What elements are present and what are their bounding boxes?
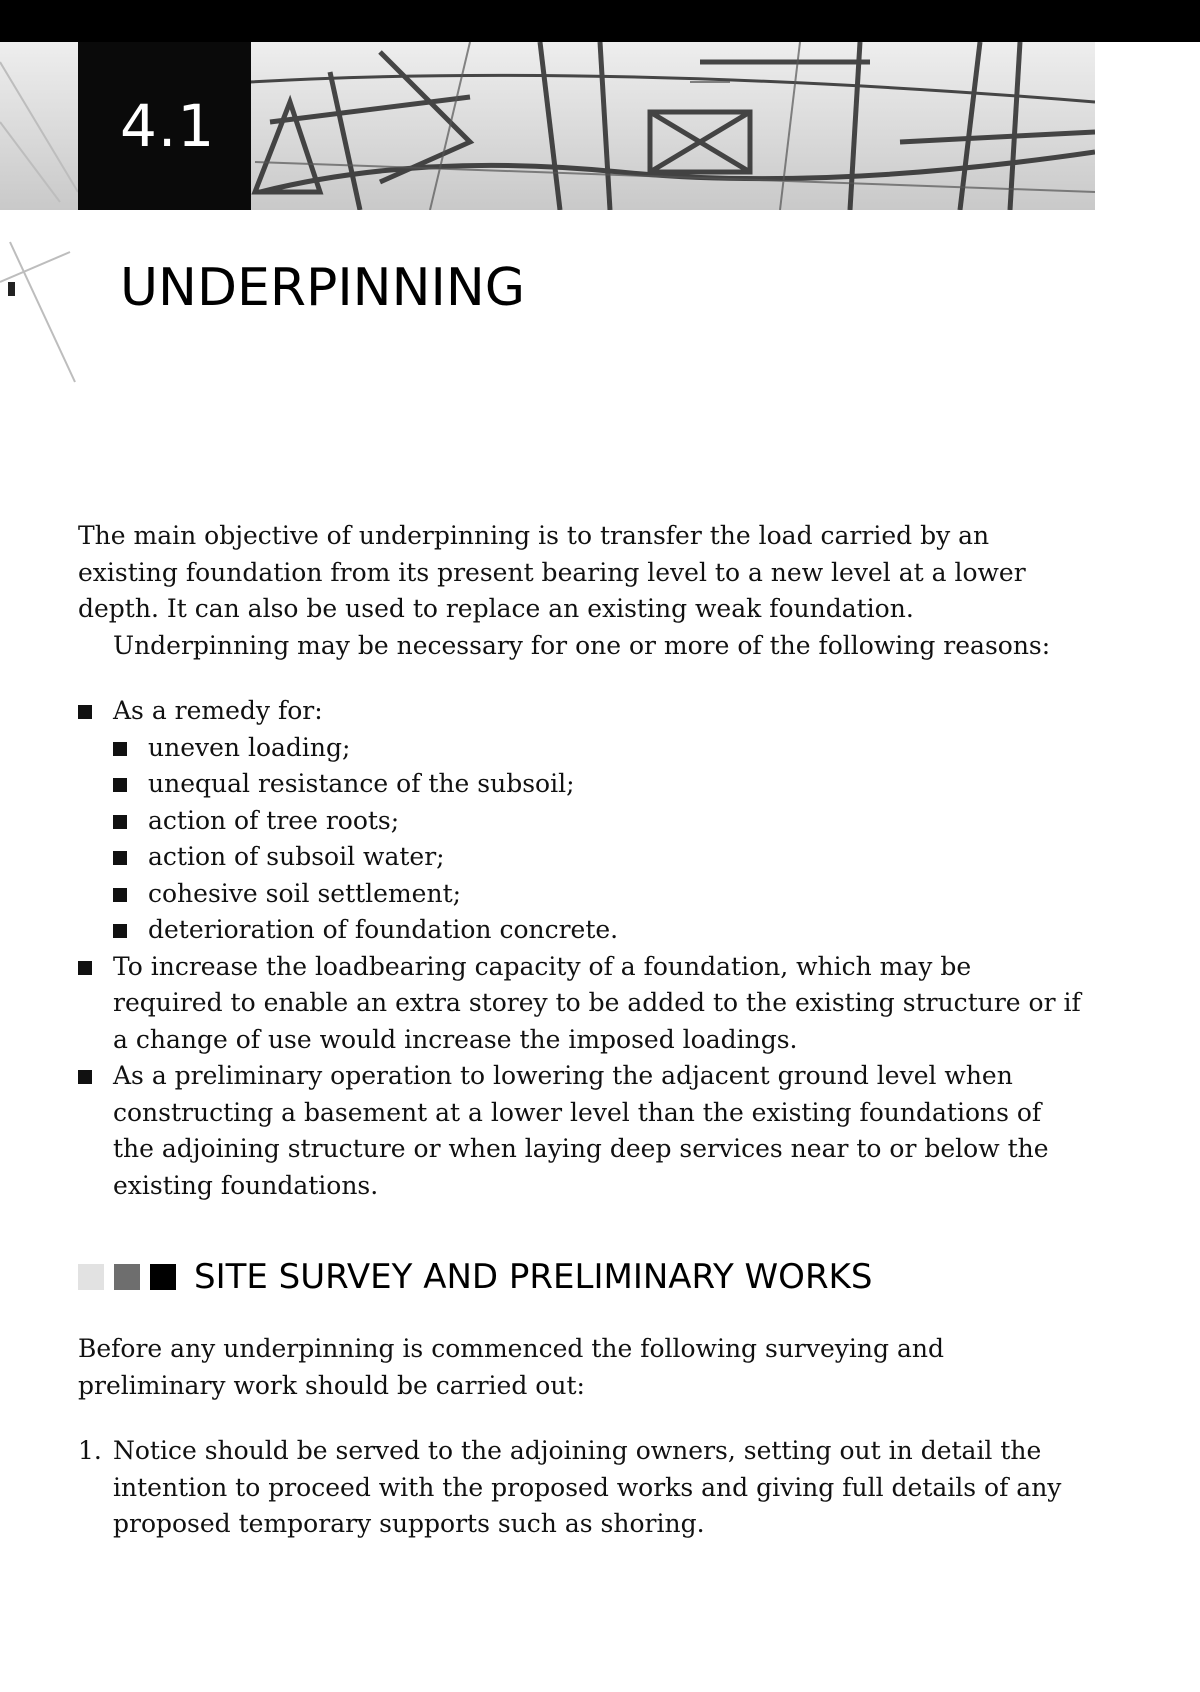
list-item [78,693,1088,949]
list-item [78,949,1088,1059]
bullet-square-icon [113,924,127,938]
sub-reasons-list [113,730,1088,949]
intro-lead-in: Underpinning may be necessary for one or more of the following reasons: [113,630,1051,660]
chapter-number: 4.1 [120,92,216,160]
list-item-text: action of subsoil water; [148,842,445,871]
chapter-number-box [78,42,251,210]
list-item [78,1433,1088,1543]
list-item [113,876,1088,913]
step-text: Notice should be served to the adjoining owners, setting out in detail the intention to proceed with the proposed works and giving full details of any proposed temporary supports such as shoring. [113,1436,1062,1538]
list-item [113,803,1088,840]
bullet-square-icon [78,705,92,719]
section-heading-text: SITE SURVEY AND PRELIMINARY WORKS [194,1257,873,1297]
grey-square-icon [114,1264,140,1290]
list-item-text: uneven loading; [148,732,351,762]
bullet-square-icon [113,815,127,829]
list-item [113,912,1088,949]
black-square-icon [150,1264,176,1290]
list-item [78,1058,1088,1204]
reasons-list [78,693,1088,1204]
list-item-text: As a preliminary operation to lowering the adjacent ground level when constructing a basement at a lower level than the existing foundations of the adjoining structure or when laying deep services near to or below the existing foundations. [113,1061,1049,1200]
list-item-text: To increase the loadbearing capacity of a foundation, which may be required to enable an extra storey to be added to the existing structure or if a change of use would increase the imposed loadings. [113,951,1081,1054]
list-item-text: As a remedy for: [113,696,323,725]
page-title: UNDERPINNING [120,258,526,318]
list-item [113,839,1088,876]
bullet-square-icon [113,742,127,756]
list-item-text: unequal resistance of the subsoil; [148,769,575,798]
intro-paragraph: The main objective of underpinning is to transfer the load carried by an existing foundation from its present bearing level to a new level at a lower depth. It can also be used to replace an existing weak foundation. [78,521,1026,623]
bullet-square-icon [113,888,127,902]
list-item-text: cohesive soil settlement; [148,878,462,908]
top-black-bar [0,0,1200,42]
intro-section [78,518,1088,664]
list-item-text: action of tree roots; [148,805,400,835]
list-item-text: deterioration of foundation concrete. [148,915,619,944]
light-square-icon [78,1264,104,1290]
bullet-square-icon [78,961,92,975]
step-number: 1. [78,1436,102,1465]
margin-sketch-lines [0,42,80,392]
reasons-section [78,693,1088,1204]
list-item [113,766,1088,803]
section-heading [78,1255,872,1299]
bullet-square-icon [113,778,127,792]
bullet-square-icon [113,851,127,865]
steps-section [78,1433,1088,1543]
section-intro: Before any underpinning is commenced the following surveying and preliminary work should be carried out: [78,1334,944,1400]
bullet-square-icon [78,1070,92,1084]
list-item [113,730,1088,767]
steps-list [78,1433,1088,1543]
